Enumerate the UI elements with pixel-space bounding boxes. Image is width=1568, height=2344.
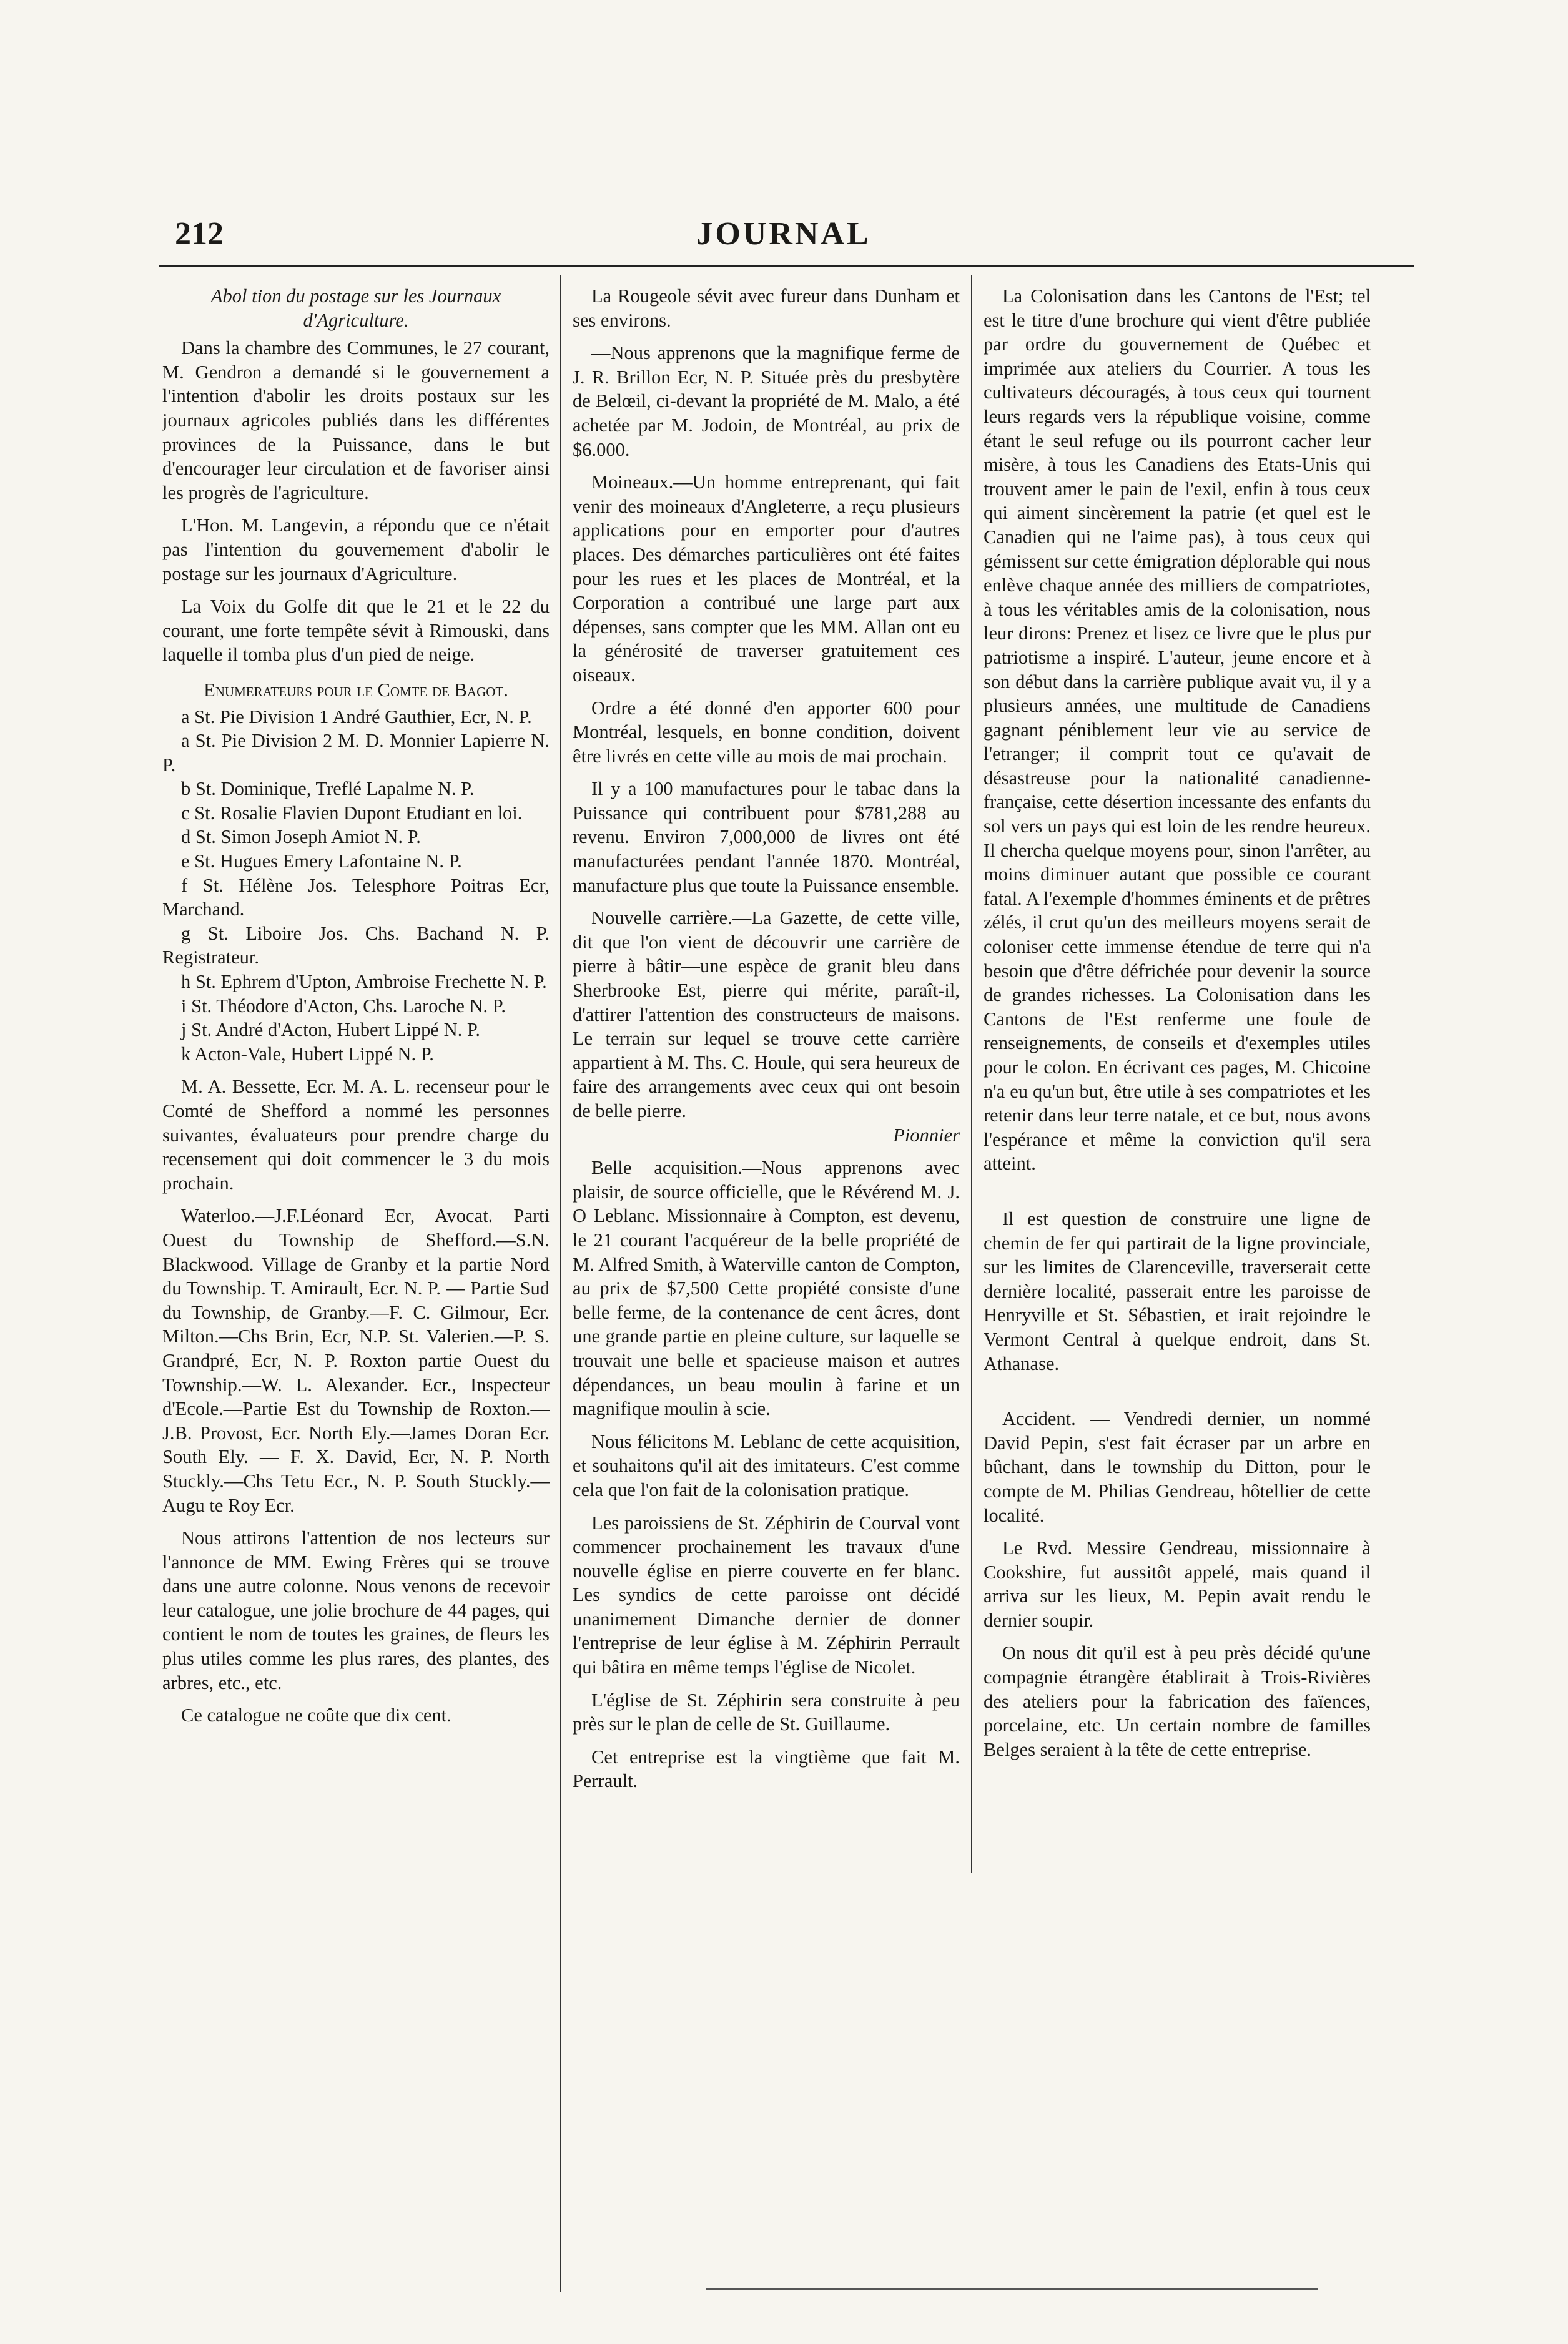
enum-line: i St. Théodore d'Acton, Chs. Laroche N. P. [181, 995, 506, 1017]
column-1 [162, 284, 550, 1736]
zephirin-paragraph: Les paroissiens de St. Zéphirin de Courval vont commencer prochainement les travaux d'une nouvelle église en pierre couverte en fer blanc. Les syndics de cette paroisse ont décidé unanimement Dimanche dernier de donner l'entreprise de leur église à M. Zéphirin Perrault qui bâtira en même temps l'église de Nicolet. [573, 1512, 960, 1678]
langevin-paragraph: L'Hon. M. Langevin, a répondu que ce n'était pas l'intention du gouvernement d'abolir le postage sur les journaux d'Agriculture. [162, 515, 550, 584]
enum-line: b St. Dominique, Treflé Lapalme N. P. [181, 778, 475, 800]
acquisition-paragraph: Belle acquisition.—Nous apprenons avec plaisir, de source officielle, que le Révérend M. J. O Leblanc. Missionnaire à Compton, est devenu, le 21 courant l'acquéreur de la belle propriété de M. Alfred Smith, à Waterville canton de Compton, au prix de $7,500 Cette propiété consiste d'une belle ferme, de la contenance de cent âcres, dont une grande partie en pleine culture, sur laquelle se trouvait une belle et spacieuse maison et autres dépendances, un beau moulin à farine et un magnifique moulin à scie. [573, 1157, 960, 1420]
page-header [175, 215, 1393, 265]
gendreau-paragraph: Le Rvd. Messire Gendreau, missionnaire à Cookshire, fut aussitôt appelé, mais quand il arriva sur les lieux, M. Pepin avait rendu le dernier soupir. [984, 1537, 1371, 1631]
column-2 [573, 284, 960, 1802]
enum-line: a St. Pie Division 1 André Gauthier, Ecr, N. P. [181, 706, 532, 727]
enum-line: f St. Hélène Jos. Telesphore Poitras Ecr, Marchand. [162, 874, 550, 920]
bessette-paragraph: M. A. Bessette, Ecr. M. A. L. recenseur pour le Comté de Shefford a nommé les personnes suivantes, évaluateurs pour prendre charge du recensement qui doit commencer le 3 du mois prochain. [162, 1076, 550, 1194]
chemin-paragraph: Il est question de construire une ligne de chemin de fer qui partirait de la ligne provinciale, sur les limites de Clarenceville, traverserait cette dernière localité, passerait entre les paroisse de Henryville et St. Sébastien, et irait rejoindre le Vermont Central à quelque endroit, dans St. Athanase. [984, 1208, 1371, 1374]
enum-line: e St. Hugues Emery Lafontaine N. P. [181, 850, 462, 872]
enum-line: d St. Simon Joseph Amiot N. P. [181, 826, 421, 848]
header-rule [159, 265, 1414, 267]
felicitons-paragraph: Nous félicitons M. Leblanc de cette acquisition, et souhaitons qu'il ait des imitateurs. C'est comme cela que l'on fait de la colonisation pratique. [573, 1431, 960, 1500]
enum-line: a St. Pie Division 2 M. D. Monnier Lapierre N. P. [162, 730, 550, 776]
ordre-paragraph: Ordre a été donné d'en apporter 600 pour Montréal, lesquels, en bonne condition, doivent être livrés en cette ville au mois de mai prochain. [573, 697, 960, 767]
postage-title: Abol tion du postage sur les Journaux d'Agriculture. [210, 285, 501, 331]
carriere-paragraph: Nouvelle carrière.—La Gazette, de cette ville, dit que l'on vient de découvrir une carrière de pierre à bâtir—une espèce de granit bleu dans Sherbrooke Est, pierre qui mérite, paraît-il, d'attirer l'attention des constructeurs de maisons. Le terrain sur lequel se trouve cette carrière appartient à M. Ths. C. Houle, qui sera heureux de faire des arrangements avec ceux qui ont besoin de belle pierre. [573, 907, 960, 1121]
brillon-paragraph: —Nous apprenons que la magnifique ferme de J. R. Brillon Ecr, N. P. Située près du presbytère de Belœil, ci-devant la propriété de M. Malo, a été achetée par M. Jodoin, de Montréal, au prix de $6.000. [573, 342, 960, 460]
faiences-paragraph: On nous dit qu'il est à peu près décidé qu'une compagnie étrangère établirait à Trois-Rivières des ateliers pour la fabrication des faïences, porcelaine, etc. Un certain nombre de familles Belges seraient à la tête de cette entreprise. [984, 1642, 1371, 1760]
moineaux-paragraph: Moineaux.—Un homme entreprenant, qui fait venir des moineaux d'Angleterre, a reçu plusieurs applications pour en emporter pour d'autres places. Des démarches particulières ont été faites pour les rues et les places de Montréal, et la Corporation a contribué une large part aux dépenses, sans compter que les MM. Allan ont eu la générosité de traverser gratuitement ces oiseaux. [573, 471, 960, 686]
column-3 [984, 284, 1371, 1770]
ewing-paragraph: Nous attirons l'attention de nos lecteurs sur l'annonce de MM. Ewing Frères qui se trouve dans une autre colonne. Nous venons de recevoir leur catalogue, une jolie brochure de 44 pages, qui contient le nom de toutes les graines, de fleurs les plus utiles comme les plus rares, des plantes, des arbres, etc., etc. [162, 1527, 550, 1693]
journal-title: JOURNAL [696, 216, 871, 252]
postage-paragraph: Dans la chambre des Communes, le 27 courant, M. Gendron a demandé si le gouvernement a l'intention d'abolir les droits postaux sur les journaux agricoles publiés dans les différentes provinces de la Puissance, dans le but d'encourager leur circulation et de favoriser ainsi les progrès de l'agriculture. [162, 337, 550, 503]
enum-line: j St. André d'Acton, Hubert Lippé N. P. [181, 1019, 481, 1041]
accident-paragraph: Accident. — Vendredi dernier, un nommé David Pepin, s'est fait écraser par un arbre en bûchant, dans le township du Ditton, pour le compte de M. Philias Gendreau, hôtellier de cette localité. [984, 1408, 1371, 1526]
enum-line: c St. Rosalie Flavien Dupont Etudiant en loi. [181, 802, 523, 824]
waterloo-paragraph: Waterloo.—J.F.Léonard Ecr, Avocat. Parti Ouest du Township de Shefford.—S.N. Blackwood. Village de Granby et la partie Nord du Township. T. Amirault, Ecr. N. P. — Partie Sud du Township, de Granby.—F. C. Gilmour, Ecr. Milton.—Chs Brin, Ecr, N.P. St. Valerien.—P. S. Grandpré, Ecr, N. P. Roxton partie Ouest du Township.—W. L. Alexander. Ecr., Inspecteur d'Ecole.—Partie Est du Township de Roxton.—J.B. Provost, Ecr. North Ely.—James Doran Ecr. South Ely. — F. X. David, Ecr, N. P. North Stuckly.—Chs Tetu Ecr., N. P. South Stuckly.—Augu te Roy Ecr. [162, 1205, 550, 1516]
page-number: 212 [175, 216, 224, 252]
golfe-paragraph: La Voix du Golfe dit que le 21 et le 22 du courant, une forte tempête sévit à Rimouski, dans laquelle il tomba plus d'un pied de neige. [162, 596, 550, 666]
manufactures-paragraph: Il y a 100 manufactures pour le tabac dans la Puissance qui contribuent pour $781,288 au revenu. Environ 7,000,000 de livres ont été manufacturées pendant l'année 1870. Montréal, manufacture plus que toute la Puissance ensemble. [573, 778, 960, 896]
enum-line: h St. Ephrem d'Upton, Ambroise Frechette N. P. [181, 971, 547, 993]
pionnier-signature: Pionnier [893, 1124, 960, 1146]
bottom-rule [706, 2288, 1318, 2290]
enum-line: k Acton-Vale, Hubert Lippé N. P. [181, 1043, 434, 1065]
colonisation-paragraph: La Colonisation dans les Cantons de l'Est; tel est le titre d'une brochure qui vient d'être publiée par ordre du gouvernement de Québec et imprimée aux ateliers du Courrier. A tous les cultivateurs découragés, à tous ceux qui tournent leurs regards vers la république voisine, comme étant le seul refuge ou ils pourront cacher leur misère, à tous les Canadiens des Etats-Unis qui trouvent amer le pain de l'exil, enfin à tous ceux qui aiment sincèrement la patrie (et quel est le Canadien qui ne l'aime pas), à tous ceux qui gémissent sur cette émigration déplorable qui nous enlève chaque année des milliers de compatriotes, à tous les véritables amis de la colonisation, nous leur dirons: Prenez et lisez ce livre que le plus pur patriotisme a inspiré. L'auteur, jeune encore et à son début dans la carrière publique avait vu, il y a plusieurs années, une multitude de Canadiens gagnant péniblement leur vie au service de l'etranger; il comprit tout ce qu'avait de désastreuse pour la nationalité canadienne-française, cette désertion incessante des enfants du sol vers un pays qui est loin de les rendre heureux. Il chercha quelque moyens pour, sinon l'arrêter, au moins diminuer autant que possible ce courant fatal. A l'exemple d'hommes éminents et de prêtres zélés, il crut qu'un des meilleurs moyens serait de coloniser cette immense étendue de terre qui n'a besoin que d'être défrichée pour devenir la source de grandes richesses. La Colonisation dans les Cantons de l'Est renferme une foule de renseignements, de conseils et d'exemples utiles pour le colon. En écrivant ces pages, M. Chicoine n'a eu qu'un but, être utile à ses compatriotes et les retenir dans leur terre natale, et ce but, nous avons l'espérance et même la conviction qu'il sera atteint. [984, 285, 1371, 1174]
perrault-paragraph: Cet entreprise est la vingtième que fait M. Perrault. [573, 1746, 960, 1792]
column-divider [560, 275, 561, 2292]
column-divider [971, 275, 972, 1873]
enum-line: g St. Liboire Jos. Chs. Bachand N. P. Registrateur. [162, 922, 550, 968]
catalogue-paragraph: Ce catalogue ne coûte que dix cent. [181, 1705, 451, 1726]
eglise-paragraph: L'église de St. Zéphirin sera construite à peu près sur le plan de celle de St. Guillaume. [573, 1689, 960, 1735]
rougeole-paragraph: La Rougeole sévit avec fureur dans Dunham et ses environs. [573, 285, 960, 331]
enumerateurs-heading: Enumerateurs pour le Comte de Bagot. [204, 679, 508, 701]
